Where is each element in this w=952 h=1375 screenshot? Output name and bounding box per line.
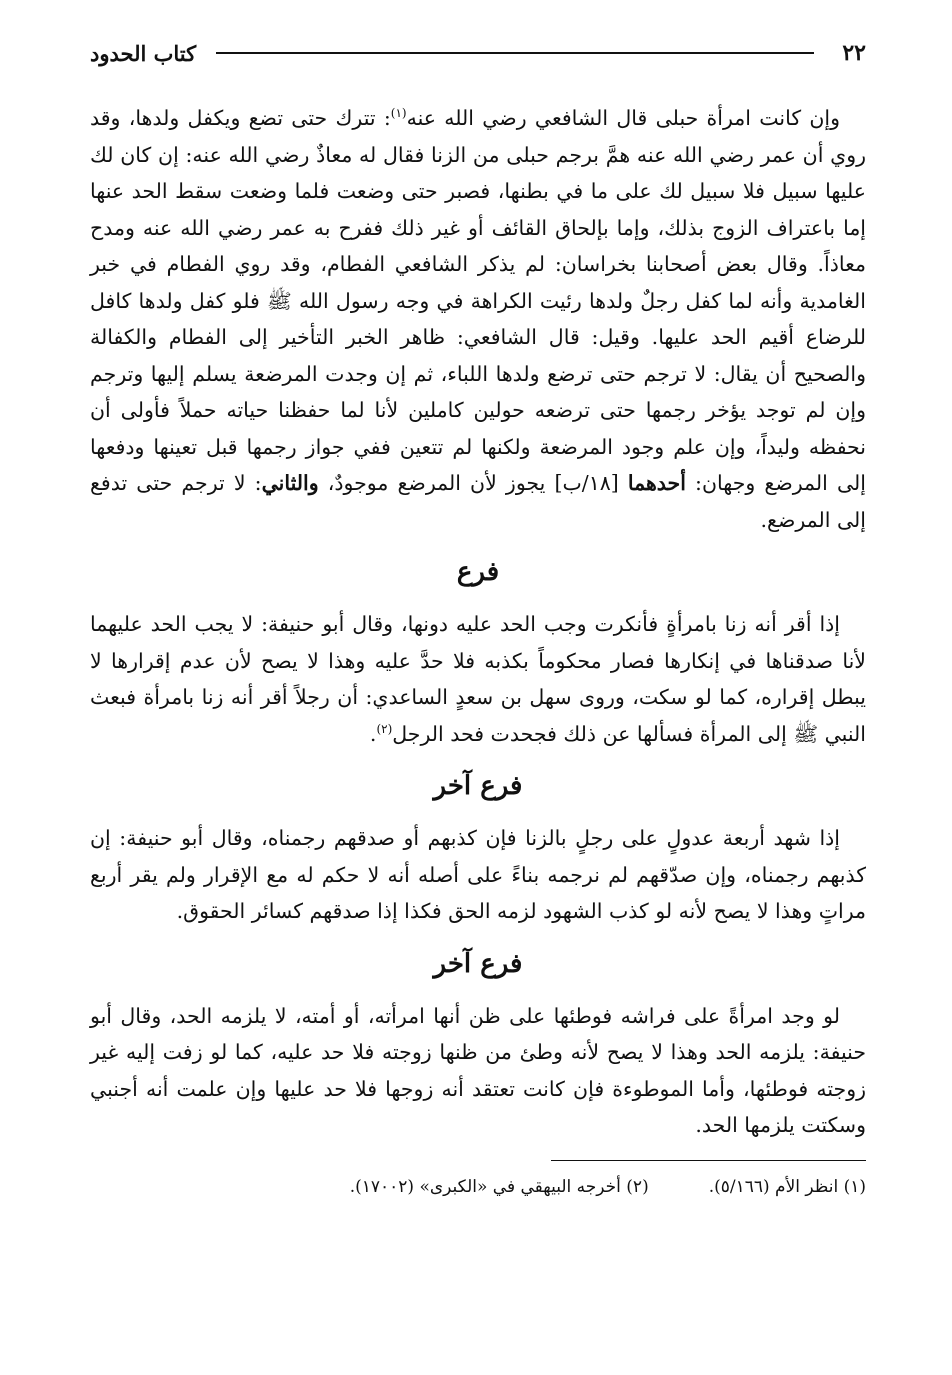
page-number: ٢٢	[842, 40, 866, 66]
paragraph-confession	[90, 606, 866, 752]
p1-second-opinion-label: والثاني	[261, 471, 319, 495]
section-heading-far-akhar-2: فرع آخر	[433, 948, 523, 979]
paragraph-mistaken-bed: لو وجد امرأةً على فراشه فوطئها على ظن أنها امرأته، أو أمته، لا يلزمه الحد، وقال أبو حنيفة: يلزمه الحد وهذا لا يصح لأنه وطئ من ظنها زوجته فلا حد عليه، كما لو زفت إليه غير زوجته فوطئها، وأما الموطوءة فإن كانت تعتقد أنه زوجها فلا حد عليها وإن علمت أنه أجنبي وسكتت يلزمها الحد.	[90, 1003, 866, 1137]
footnote-marker-1[interactable]: (١)	[390, 106, 407, 121]
p1-text-main: : تترك حتى تضع ويكفل ولدها، وقد روي أن عمر رضي الله عنه همَّ برجم حبلى من الزنا فقال له معاذٌ رضي الله عنه: إن كان لك عليها سبيل فلا سبيل لك على ما في بطنها، فصبر حتى وضعت فلما وضعت سقط الحد عنها إما باعتراف الزوج بذلك، وإما بإلحاق القائف أو غير ذلك ففرح به عمر رضي الله عنه ومدح معاذاً. وقال بعض أصحابنا بخراسان: لم يذكر الشافعي الفطام، وقد روي الفطام في خبر الغامدية وأنه لما كفل رجلٌ ولدها رئيت الكراهة في وجه رسول الله ﷺ فلو كفل ولدها كافل للرضاع أقيم الحد عليها. وقيل: قال الشافعي: ظاهر الخبر التأخير إلى الفطام والكفالة والصحيح أن يقال: لا ترجم حتى ترضع ولدها اللباء، ثم إن وجدت المرضعة يسلم إليها وترجم وإن لم توجد يؤخر رجمها حتى ترضعه حولين كاملين لأنا لما حفظنا حياته حملاً فأولى أن نحفظه وليداً، وإن علم وجود المرضعة ولكنها لم تتعين ففي جواز رجمها قبل تعينها ودفعها إلى المرضع وجهان:	[90, 106, 866, 495]
footnote-2: (٢) أخرجه البيهقي في «الكبرى» (١٧٠٠٢).	[349, 1176, 649, 1197]
header-rule	[216, 52, 814, 54]
page-header	[90, 30, 866, 76]
p1-folio-marker: [١٨/ب]	[545, 471, 628, 495]
section-heading-far-akhar-1: فرع آخر	[433, 771, 523, 801]
p1-text-end: : لا ترجم حتى تدفع إلى المرضع.	[90, 471, 866, 532]
section-heading-far: فرع	[456, 557, 500, 587]
footnote-1: (١) انظر الأم (٥/١٦٦).	[708, 1176, 866, 1197]
running-title: كتاب الحدود	[90, 40, 197, 66]
paragraph-pregnant-woman	[90, 100, 866, 538]
footnote-marker-2[interactable]: (٢)	[376, 721, 393, 736]
p1-text-mid: يجوز لأن المرضع موجودٌ،	[318, 471, 546, 495]
p2-text-end: .	[369, 721, 377, 746]
footnote-separator	[551, 1160, 866, 1161]
p2-text: إذا أقر أنه زنا بامرأةٍ فأنكرت وجب الحد عليه دونها، وقال أبو حنيفة: لا يجب الحد عليهما لأنا صدقناها في إنكارها فصار محكوماً بكذبه فلا حدَّ عليه وهذا لا يصح لأن عدم إقرارها لا يبطل إقراره، كما لو سكت، وروى سهل بن سعدٍ الساعدي: أن رجلاً أقر أنه زنا بامرأة فبعث النبي ﷺ إلى المرأة فسألها عن ذلك فجحدت فحد الرجل	[90, 612, 866, 746]
p1-text-start: وإن كانت امرأة حبلى قال الشافعي رضي الله عنه	[406, 106, 840, 130]
p1-first-opinion-label: أحدهما	[627, 471, 686, 495]
paragraph-four-witnesses: إذا شهد أربعة عدولٍ على رجلٍ بالزنا فإن كذبهم أو صدقهم رجمناه، وقال أبو حنيفة: إن كذبهم رجمناه، وإن صدّقهم لم نرجمه بناءً على أصله أنه لا حكم له مع الإقرار ولم يقر أربع مراتٍ وهذا لا يصح لأنه لو كذب الشهود لزمه الحق فكذا إذا صدقهم كسائر الحقوق.	[90, 826, 866, 923]
footnotes	[90, 1173, 866, 1201]
